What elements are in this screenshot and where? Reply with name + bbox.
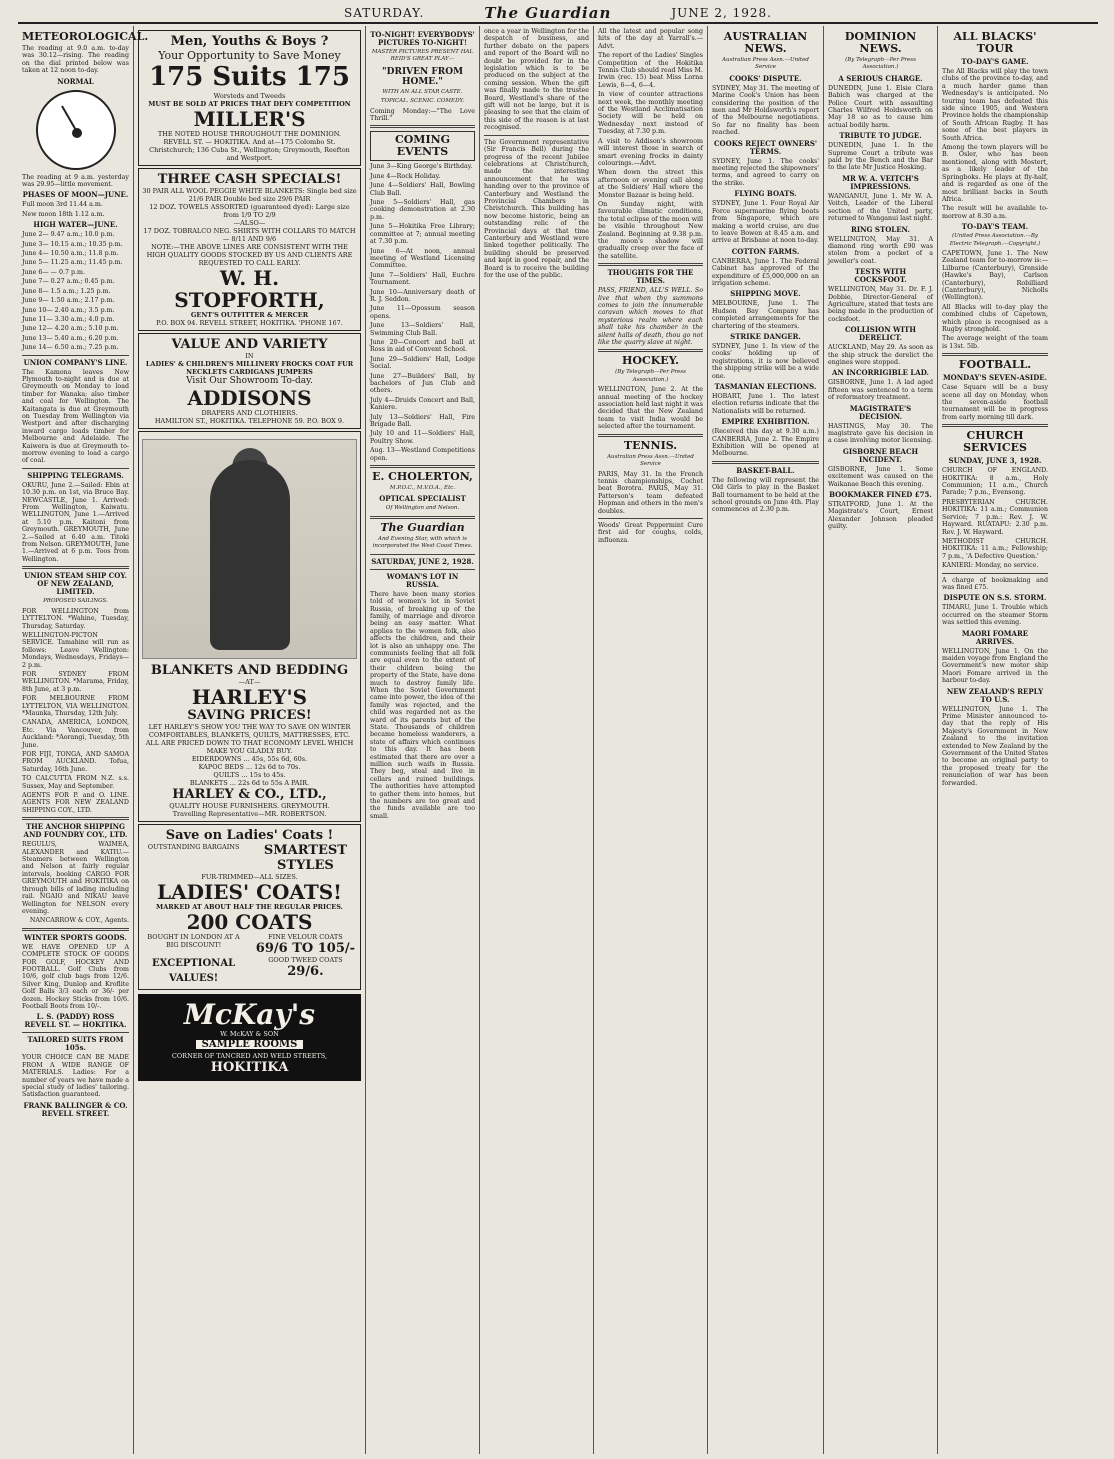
tide-row: June 11— 3.30 a.m.; 4.0 p.m. (22, 315, 115, 323)
tennis-heading: TENNIS. (623, 438, 678, 452)
dominion-news-sub: (By Telegraph—Per Press Association.) (845, 57, 916, 71)
film-monday: Coming Monday:—"The Love Thrill." (370, 107, 475, 123)
editorial-text-2: The Government representative (Sir Francis Bell) during the progress of the recent Jubilee celebrations at Christchurch, made the interesting announcement that he was handing over to the province of Canterbury and Westland the Provincial Chambers in Christchurch. This building has now become historic, being an outstanding relic of the Provincial days at that time Canterbury and Westland were linked together politically. The building should be preserved and kept in good repair, and the Board is to receive the building for the use of the public. (484, 138, 589, 279)
anchor-text: REGULUS, WAIMEA, ALEXANDER and KATIU.—Steamers between Wellington and Nelson at fairly regular intervals, booking CARGO FOR GREYMOUTH and HOKITIKA on through bills of lading including rail. NGAIO and NIKAU leave Wellington for NELSON every evening. (22, 841, 129, 915)
coats-tweed: GOOD TWEED COATS (268, 956, 343, 964)
tide-row: June 7— 0.27 a.m.; 0.45 p.m. (22, 278, 115, 286)
news-text: WANGANUI, June 1. Mr W. A. Veitch, Leader of the Liberal section of the United party, returned to Wanganui last night. (828, 192, 933, 223)
hockey-heading: HOCKEY. (622, 354, 679, 368)
event-item: Aug. 13—Westland Competitions open. (370, 447, 475, 462)
harleys-name: HARLEY'S (191, 685, 308, 709)
tailored-heading: TAILORED SUITS FROM 105s. (27, 1035, 124, 1053)
coats-velour-group (254, 933, 357, 956)
news-heading: MAORI FOMARE ARRIVES. (961, 628, 1029, 646)
news-heading: NEW ZEALAND'S REPLY TO U.S. (946, 686, 1044, 704)
thoughts-heading: THOUGHTS FOR THE TIMES. (607, 268, 694, 286)
divider (370, 554, 475, 555)
harleys-company: HARLEY & CO., LTD., (172, 787, 327, 802)
paper-name: The Guardian (380, 520, 465, 534)
tide-row: June 2— 9.47 a.m.; 10.0 p.m. (22, 231, 115, 239)
ballinger-name: FRANK BALLINGER & CO. REVELL STREET. (23, 1100, 128, 1118)
column-2-ads (134, 26, 366, 1454)
anchor-agent: NANCARROW & COY., Agents. (29, 917, 129, 925)
millers-noted: THE NOTED HOUSE THROUGHOUT THE DOMINION. (157, 130, 342, 138)
stopforth-name: W. H. STOPFORTH, (174, 266, 325, 312)
addisons-trade: DRAPERS AND CLOTHIERS. (201, 409, 298, 417)
figure-body (210, 460, 290, 650)
event-item: July 10 and 11—Soldiers' Hall, Poultry Show. (370, 430, 475, 445)
column-8 (938, 26, 1052, 1454)
addisons-ad (138, 333, 361, 429)
church-item: CHURCH OF ENGLAND. HOKITIKA: 8 a.m., Holy Communion; 11 a.m., Church Parade; 7 p.m., Evensong. (942, 467, 1048, 497)
harleys-at: —AT— (238, 678, 261, 686)
divider (370, 125, 475, 128)
news-heading: COTTON FARMS. (731, 246, 800, 256)
addisons-visit: Visit Our Showroom To-day. (186, 376, 313, 386)
mckays-sample-rooms: SAMPLE ROOMS (196, 1040, 304, 1049)
stopforth-note: NOTE:—THE ABOVE LINES ARE CONSISTENT WITH THE HIGH QUALITY GOODS STOCKED BY US AND CLIENTS ARE REQUESTED TO CALL EARLY. (146, 243, 353, 267)
news-heading: TESTS WITH COCKSFOOT. (854, 267, 907, 285)
shipping-heading: SHIPPING TELEGRAMS. (27, 470, 124, 480)
news-text: SYDNEY, June 1. In view of the cooks' holding up of registrations, it is now believed the shipping strike will be a wide one. (712, 342, 819, 380)
news-heading: BOOKMAKER FINED £75. (829, 490, 932, 500)
local-note: The report of the Ladies' Singles Competition of the Hokitika Tennis Club should read Miss M. Irwin (rec. 15) beat Miss Lorna Lewis, 6—4, 6—4. (598, 52, 703, 89)
choice-text: YOUR CHOICE CAN BE MADE FROM A WIDE RANGE OF MATERIALS. Ladies: For a number of years we have made a special study of ladies' tailoring. Satisfaction guaranteed. (22, 1054, 129, 1099)
film-intro: MASTER PICTURES PRESENT HAL REID'S GREAT PLAY— (371, 49, 474, 63)
event-item: June 20—Concert and ball at Ross in aid of Convent School. (370, 338, 475, 354)
usc-heading: UNION STEAM SHIP COY. OF NEW ZEALAND, LIMITED. (24, 571, 127, 597)
divider (370, 465, 475, 468)
masthead-title: The Guardian (484, 4, 612, 22)
coats-styles: SMARTEST STYLES (263, 843, 347, 873)
mckays-corner: CORNER OF TANCRED AND WELD STREETS, (171, 1052, 328, 1061)
event-item: June 5—Soldiers' Hall, gas cooking demonstration at 2.30 p.m. (370, 199, 475, 221)
stopforth-ad (138, 168, 361, 331)
coats-row-2 (142, 933, 357, 956)
divider (22, 1032, 129, 1033)
news-heading: EMPIRE EXHIBITION. (721, 417, 810, 427)
stopforth-line-2: 12 DOZ. TOWELS ASSORTED (guaranteed dyed): Large size from 1/9 TO 2/9 (149, 203, 350, 219)
news-text: WELLINGTON, June 1. On the maiden voyage from England the Government's new motor ship Maori Fomare arrived in the harbour to-day. (942, 647, 1048, 685)
millers-must: MUST BE SOLD AT PRICES THAT DEFY COMPETITION (148, 100, 351, 108)
news-text: The All Blacks will play the town clubs of the province to-day, and a much harder game than Wednesday's is anticipated. No touring team has defeated this side since 1905, and Western Province holds the championship of South African Rugby. It has some of the best players in South Africa. (942, 68, 1048, 142)
news-text: AUCKLAND, May 29. As soon as the ship struck the derelict the engines were stopped. (828, 344, 933, 366)
moon-new: New moon 18th 1.12 a.m. (22, 210, 105, 218)
harleys-list-item: EIDERDOWNS ... 45s, 55s 6d, 60s. (191, 755, 308, 763)
tide-row: June 6— — 0.7 p.m. (22, 268, 85, 276)
harleys-text: LET HARLEY'S SHOW YOU THE WAY TO SAVE ON WINTER COMFORTABLES, BLANKETS, QUILTS, MATTRESSES, ETC. ALL ARE PRICED DOWN TO THAT ECONOMY LEVEL WHICH MAKE YOU GLADLY BUY. (145, 723, 354, 755)
paper-date: SATURDAY, JUNE 2, 1928. (371, 556, 474, 566)
harleys-list-item: QUILTS ... 15s to 45s. (213, 771, 286, 779)
masthead-date: JUNE 2, 1928. (671, 6, 772, 20)
event-item: July 13—Soldiers' Hall, Fire Brigade Ball. (370, 413, 475, 429)
todays-team-heading: TO-DAY'S TEAM. (961, 222, 1029, 232)
news-text: STRATFORD, June 1. At the Magistrate's Court, Ernest Alexander Johnson pleaded guilty. (828, 501, 933, 531)
news-heading: RING STOLEN. (851, 224, 910, 234)
cholerton-role: OPTICAL SPECIALIST (379, 494, 466, 504)
stopforth-trade: GENT'S OUTFITTER & MERCER (190, 311, 309, 319)
advertising-illustration (142, 439, 357, 659)
news-text: CAPETOWN, June 1. The New Zealand team for to-morrow is:—Lilburne (Canterbury), Grenside (Hawke's Bay), Carlson (Canterbury), Robilliard (Canterbury), Nicholls (Wellington). (942, 249, 1048, 302)
harleys-list-item: KAPOC BEDS ... 12s 6d to 70s. (198, 763, 301, 771)
event-item: June 5—Hokitika Free Library; committee at 7; annual meeting at 7.30 p.m. (370, 223, 475, 246)
millers-address: REVELL ST. — HOKITIKA. And at—175 Colombo St. Christchurch; 136 Cuba St., Wellington; Greymouth, Reefton and Westport. (149, 138, 350, 162)
event-item: July 4—Druids Concert and Ball, Kaniere. (370, 396, 475, 412)
column-6 (708, 26, 824, 1454)
tide-row: June 9— 1.50 a.m.; 2.17 p.m. (22, 297, 115, 305)
addisons-items: LADIES' & CHILDREN'S MILLINERY FROCKS COAT FUR NECKLETS CARDIGANS JUMPERS (145, 360, 354, 376)
moon-full: Full moon 3rd 11.44 a.m. (22, 201, 103, 209)
tide-row: June 13— 5.40 a.m.; 6.20 p.m. (22, 334, 119, 342)
usc-item: FOR SYDNEY FROM WELLINGTON. *Marama, Friday, 8th June, at 3 p.m. (22, 670, 129, 693)
basketball-text: The following will represent the Old Girls to play in the Basket Ball tournament to be held at the school grounds on June 4th. Play commences at 2.30 p.m. (712, 476, 819, 514)
local-note: All the latest and popular song hits of the day at Yarrall's.—Advt. (598, 28, 703, 50)
news-text: DUNEDIN, June 1. In the Supreme Court a tribute was paid by the Bench and the Bar to the late Mr Justice Hosking. (828, 142, 933, 172)
anchor-heading: THE ANCHOR SHIPPING AND FOUNDRY COY., LTD. (23, 822, 128, 840)
mckays-name: W. McKAY & SON (220, 1030, 279, 1038)
news-text: SYDNEY, May 31. The meeting of Marine Cook's Union has been considering the position of the men and Mr Holdsworth's report of the Melbourne negotiations. So far no finality has been reached. (712, 84, 819, 137)
addisons-address: HAMILTON ST., HOKITIKA. TELEPHONE 59. P.O. BOX 9. (154, 417, 345, 425)
divider (370, 516, 475, 519)
woman-heading: WOMAN'S LOT IN RUSSIA. (386, 571, 459, 589)
divider (22, 817, 129, 820)
divider (598, 349, 703, 352)
millers-sub: Your Opportunity to Save Money (158, 49, 341, 62)
news-text: GISBORNE, June 1. Some excitement was caused on the Waikanae Beach this evening. (828, 465, 933, 488)
stopforth-also: —ALSO— (233, 219, 266, 227)
union-heading: UNION COMPANY'S LINE. (23, 357, 128, 367)
local-note: In view of counter attractions next week, the monthly meeting of the Westland Acclimatisation Society will be held on Wednesday next instead of Tuesday, at 7.30 p.m. (598, 91, 703, 136)
barometer-dial (36, 90, 116, 170)
mckays-logo: McKay's (183, 998, 316, 1031)
news-text: TIMARU, June 1. Trouble which occurred on the steamer Storm was settled this evening. (942, 604, 1048, 627)
news-heading: GISBORNE BEACH INCIDENT. (842, 446, 919, 464)
coats-bargains: OUTSTANDING BARGAINS (147, 843, 240, 851)
tide-row: June 10— 2.40 a.m.; 3.5 p.m. (22, 306, 115, 314)
masthead-day: SATURDAY. (344, 6, 425, 20)
hockey-sub: (By Telegraph—Per Press Association.) (615, 369, 686, 383)
event-item: June 4—Soldiers' Hall, Bowling Club Ball. (370, 182, 475, 197)
news-text: A charge of bookmaking and was fined £75. (942, 576, 1048, 591)
divider (598, 263, 703, 266)
event-item: June 7—Soldiers' Hall, Euchre Tournament. (370, 271, 475, 287)
shipping-text: OKURU, June 2.—Sailed: Ebin at 10.30 p.m. on 1st, via Bruce Bay. NEWCASTLE, June 1. Arrived: From Wellington, Kaiwatu. WELLINGTON, June 1.—Arrived at 5.10 p.m. Kaitoni from Greymouth. GREYMOUTH, June 2.—Sailed at 6.40 a.m. Titoki from Nelson. GREYMOUTH, June 1.—Arrived at 6 p.m. Toos from Wellington. (22, 481, 129, 563)
tide-heading: HIGH WATER—JUNE. (33, 220, 118, 230)
harleys-saving: SAVING PRICES! (187, 708, 312, 723)
usc-item: WELLINGTON-PICTON SERVICE. Tamahine will run as follows: Leave Wellington: Mondays, Wednesdays, Fridays—2 p.m. (22, 631, 129, 669)
football-heading: FOOTBALL. (958, 358, 1032, 372)
news-text: The average weight of the team is 13st. 5lb. (942, 335, 1048, 350)
film-title: "DRIVEN FROM HOME." (381, 66, 464, 87)
coats-exceptional: EXCEPTIONAL VALUES! (152, 958, 236, 984)
event-item: June 29—Soldiers' Hall, Lodge Social. (370, 355, 475, 371)
news-text: WELLINGTON, May 31. Dr. F. J. Dobbie, Director-General of Agriculture, stated that tests are being made in the production of cocksfoot. (828, 286, 933, 323)
coats-row-3 (142, 956, 357, 986)
church-item: PRESBYTERIAN CHURCH. HOKITIKA: 11 a.m.; Communion Service; 7 p.m.: Rev. J. W. Hayward. RUATAPU: 2.30 p.m. Rev. J. W. Hayward. (942, 498, 1048, 536)
millers-name: MILLER'S (193, 107, 306, 131)
usc-item: FOR WELLINGTON from LYTTELTON. *Wahine, Tuesday, Thursday, Saturday. (22, 607, 129, 630)
pictures-banner: TO-NIGHT! EVERYBODYS' PICTURES TO-NIGHT! (370, 30, 475, 47)
event-item: June 11—Opossum season opens. (370, 305, 475, 320)
usc-item: CANADA, AMERICA, LONDON, Etc. Via Vancouver, from Auckland: *Aorangi, Tuesday, 5th June. (22, 719, 129, 749)
cholerton-location: Of Wellington and Nelson. (385, 505, 460, 512)
stopforth-address: P.O. BOX 94. REVELL STREET, HOKITIKA. 'PHONE 167. (156, 319, 343, 327)
column-7 (824, 26, 938, 1454)
event-item: June 13—Soldiers' Hall, Swimming Club Ball. (370, 322, 475, 337)
millers-headline: Men, Youths & Boys ? (170, 34, 329, 49)
local-note: When down the street this afternoon or evening call along at the Soldiers' Hall where the Monster Bazaar is being held. (598, 169, 703, 199)
news-text: DUNEDIN, June 1. Elsie Clara Babich was charged at the Police Court with assaulting Charles Wilfred Holdsworth on May 18 so as to cause him actual bodily harm. (828, 84, 933, 129)
news-text: HOBART, June 1. The latest election returns indicate that the Nationalists will be returned. (712, 393, 819, 415)
harleys-ad (138, 431, 361, 822)
football-text: Case Square will be a busy scene all day on Monday, when the seven-aside football tournament will be in progress from early morning till dark. (942, 384, 1048, 421)
coats-ladies: LADIES' COATS! (157, 880, 342, 904)
divider (370, 569, 475, 570)
newspaper-columns (18, 26, 1098, 1454)
coats-velour: FINE VELOUR COATS (268, 933, 343, 941)
divider (942, 573, 1048, 574)
divider (22, 355, 129, 356)
church-item: METHODIST CHURCH. HOKITIKA: 11 a.m.; Fellowship; 7 p.m., 'A Defective Question.' (942, 537, 1048, 560)
news-text: MELBOURNE, June 1. The Hudson Bay Company has completed arrangements for the chartering of the steamers. (712, 300, 819, 330)
cholerton-name: E. CHOLERTON, (372, 470, 473, 484)
ross-name: L. S. (PADDY) ROSS REVELL ST. — HOKITIKA. (24, 1012, 127, 1030)
football-sub: MONDAY'S SEVEN-ASIDE. (942, 373, 1048, 383)
coats-marked: MARKED AT ABOUT HALF THE REGULAR PRICES. (156, 903, 343, 911)
hockey-text: WELLINGTON, June 2. At the annual meeting of the hockey association held last night it was decided that the New Zealand team to visit India would be selected after the tournament. (598, 386, 703, 431)
news-text: CANBERRA, June 1. The Federal Cabinet has approved of the expenditure of £5,000,000 on an irrigation scheme. (712, 257, 819, 287)
meteorological-heading: METEOROLOGICAL. (22, 30, 149, 43)
sports-text: WE HAVE OPENED UP A COMPLETE STOCK OF GOODS FOR GOLF, HOCKEY AND FOOTBALL. Golf Clubs from 10/6, golf club bags from 12/6. Silver King, Dunlop and Kroflite Golf Balls 3/3 each or 36/- per dozen. Hockey Sticks from 10/6. Football Boots from 10/-. (22, 943, 129, 1010)
news-heading: TRIBUTE TO JUDGE. (839, 131, 922, 141)
coats-price-2: 29/6. (287, 964, 324, 979)
news-heading: COOKS REJECT OWNERS' TERMS. (713, 138, 818, 156)
usc-item: FOR FIJI, TONGA, AND SAMOA FROM AUCKLAND. Tofua, Saturday, 16th June. (22, 751, 129, 773)
news-heading: A SERIOUS CHARGE. (838, 73, 923, 83)
footer-ad: Woods' Great Peppermint Cure first aid for coughs, colds, influenza. (598, 521, 703, 544)
news-text: All Blacks will to-day play the combined clubs of Capetown, which place is recognised as a Rugby stronghold. (942, 303, 1048, 333)
local-note: A visit to Addison's showroom will interest those in search of smart evening frocks in dainty colourings.—Advt. (598, 137, 703, 167)
paper-desc: And Evening Star, with which is incorporated the West Coast Times. (372, 535, 473, 550)
addisons-headline: VALUE AND VARIETY (171, 337, 328, 352)
event-item: June 3—King George's Birthday. (370, 163, 473, 171)
news-heading: DISPUTE ON S.S. STORM. (943, 593, 1047, 603)
todays-team-sub: (United Press Association.—By Electric Telegraph.—Copyright.) (949, 233, 1041, 247)
event-item: June 27—Builders' Ball, by bachelors of Jun Club and others. (370, 372, 475, 395)
divider (712, 461, 819, 464)
coats-fur: FUR-TRIMMED—ALL SIZES. (201, 873, 298, 881)
tide-row: June 8— 1.5 a.m.; 1.25 p.m. (22, 287, 111, 295)
addisons-name: ADDISONS (187, 386, 312, 410)
divider (22, 566, 129, 569)
masthead (18, 4, 1098, 24)
news-text: (Received this day at 9.30 a.m.) CANBERRA, June 2. The Empire Exhibition will be opened at Melbourne. (712, 428, 819, 458)
tide-row: June 4— 10.50 a.m.; 11.8 p.m. (22, 250, 119, 258)
stopforth-line-3: 17 DOZ. TOBRALCO NEG. SHIRTS WITH COLLARS TO MATCH— 8/11 AND 9/6 (143, 227, 356, 243)
divider (484, 135, 589, 136)
australian-news-heading: AUSTRALIAN NEWS. (723, 30, 808, 55)
woman-text: There have been many stories told of women's lot in Soviet Russia, of breaking up of the family, of marriage and divorce being an easy matter. What applies to the women folk, also affects the children, and their lot is also an unhappy one. The communists feeling that all folk are equal even to the extent of their children being the property of the State, have done much to destroy family life. When the Soviet Government came into power, the idea of the family was rejected, and the child was regarded not as the ward of its parents but of the State. Thousands of children became homeless wanderers, a state of affairs which continues to this day. It has been estimated that there are over a million such waifs in Russia. They beg, steal and live in cellars and ruined buildings. The authorities have attempted to gather them into homes, but the numbers are too great and the funds available are too small. (370, 590, 475, 820)
harleys-headline: BLANKETS AND BEDDING (150, 663, 349, 678)
tennis-text: PARIS, May 31. In the French tennis championships, Cochet beat Borotra. PARIS, May 31. Patterson's team defeated Hopman and others in the men's doubles. (598, 470, 703, 515)
millers-ad (138, 30, 361, 166)
news-text: SYDNEY, June 1. The cooks' meeting rejected the shipowners' terms, and agreed to carry on the strike. (712, 157, 819, 187)
news-heading: MR W. A. VEITCH'S IMPRESSIONS. (842, 173, 919, 191)
event-item: June 6—At noon, annual meeting of Westland Licensing Committee. (370, 247, 475, 270)
news-text: GISBORNE, June 1. A lad aged fifteen was sentenced to a term of reformatory treatment. (828, 379, 933, 402)
addisons-in: IN (245, 352, 254, 360)
news-text: SYDNEY, June 1. Four Royal Air Force supermarine flying boats from Singapore, which are making a world cruise, are due to leave Bowen at 8.45 a.m. and arrive at Brisbane at noon to-day. (712, 200, 819, 245)
film-types: TOPICAL. SCENIC. COMEDY. (380, 98, 465, 105)
church-item: KANIERI: Monday, no service. (942, 562, 1039, 570)
local-note: On Sunday night, with favourable climatic conditions, the total eclipse of the moon will be visible throughout New Zealand. Beginning at 9.38 p.m. the moon's shadow will gradually creep over the face of the satellite. (598, 200, 703, 260)
tide-row: June 12— 4.20 a.m.; 5.10 p.m. (22, 325, 119, 333)
coats-row-1 (142, 843, 357, 873)
news-text: WELLINGTON, June 1. The Prime Minister announced to-day that the reply of His Majesty's Government in New Zealand to the invitation extended to New Zealand by the Government of the United States to become an original party to the proposed treaty for the renunciation of war has been forwarded. (942, 705, 1048, 787)
harleys-rep: Travelling Representative—MR. ROBERTSON. (172, 810, 327, 818)
coats-headline: Save on Ladies' Coats ! (165, 828, 334, 843)
events-heading: COMING EVENTS (370, 131, 475, 161)
tide-row: June 3— 10.15 a.m.; 10.35 p.m. (22, 240, 123, 248)
column-1 (18, 26, 149, 1454)
news-text: Among the town players will be B. Osler, who has been mentioned, along with Mostert, as a likely leader of the Springboks. He plays at fly-half, and is regarded as one of the most brilliant backs in South Africa. (942, 144, 1048, 203)
tide-list (22, 231, 129, 351)
harleys-company-sub: QUALITY HOUSE FURNISHERS. GREYMOUTH. (169, 802, 330, 810)
column-5 (594, 26, 708, 1454)
news-heading: COLLISION WITH DERELICT. (844, 325, 916, 343)
dominion-news-heading: DOMINION NEWS. (844, 30, 917, 55)
coats-200: 200 COATS (186, 910, 313, 934)
editorial-text-1: once a year in Wellington for the despatch of business, and further debate on the papers and report of the Board will no doubt be provided for in the legislation which is to be produced on the subject at the coming session. When the gift was finally made to the trustee Board, Westland's share of the gift will not be large, but it is pleasing to see that the claim of this side of the reason is at last recognised. (484, 28, 589, 132)
union-text: The Kamona leaves New Plymouth to-night and is due at Greymouth on Monday to load timber for Wanaka; also timber and coal for Wellington. The Kaitangata is due at Greymouth on Tuesday from Wellington via Westport and after discharging inward cargo loads timber for Melbourne and Adelaide. The Kaiwera is due at Greymouth to-morrow evening to load a cargo of coal. (22, 368, 129, 465)
usc-sub: PROPOSED SAILINGS. (43, 598, 108, 605)
divider (22, 468, 129, 469)
church-date: SUNDAY, JUNE 3, 1928. (948, 456, 1042, 466)
divider (598, 518, 703, 519)
sports-heading: WINTER SPORTS GOODS. (24, 932, 127, 942)
news-text: WELLINGTON, May 31. A diamond ring worth £90 was stolen from a pocket of a jeweller's coat. (828, 235, 933, 265)
church-heading: CHURCH SERVICES (963, 429, 1027, 455)
divider (598, 434, 703, 437)
harleys-list-item: BLANKETS ... 22s 6d to 55s A PAIR. (189, 779, 310, 787)
news-heading: AN INCORRIGIBLE LAD. (832, 368, 929, 378)
column-4 (480, 26, 594, 1454)
column-3 (366, 26, 480, 1454)
news-heading: FLYING BOATS. (734, 189, 797, 199)
mckays-ad (138, 994, 361, 1081)
news-heading: SHIPPING MOVE. (730, 289, 801, 299)
coats-price-1: 69/6 TO 105/- (255, 941, 356, 956)
usc-item: AGENTS FOR P. and O. LINE. AGENTS FOR NEW ZEALAND SHIPPING COY., LTD. (22, 792, 129, 814)
met-text-2: The reading at 9 a.m. yesterday was 29.95—little movement. (22, 173, 129, 189)
gauge-label: NORMAL (57, 76, 94, 86)
divider (22, 928, 129, 931)
todays-game-heading: TO-DAY'S GAME. (961, 57, 1029, 66)
coats-tweed-group (254, 956, 357, 986)
film-cast: WITH AN ALL STAR CASTE. (382, 88, 463, 95)
tide-row: June 14— 6.50 a.m.; 7.25 p.m. (22, 344, 119, 352)
news-heading: STRIKE DANGER. (730, 331, 801, 341)
divider (942, 424, 1048, 427)
coats-bought: BOUGHT IN LONDON AT A BIG DISCOUNT! (147, 933, 240, 949)
australian-news-sub: Australian Press Assn.—United Service (722, 57, 809, 71)
stopforth-headline: THREE CASH SPECIALS! (157, 172, 342, 187)
barometer-hub (72, 128, 82, 138)
usc-item: TO CALCUTTA FROM N.Z. s.s. Sussex, May and September. (22, 775, 129, 790)
met-text: The reading at 9.0 a.m. to-day was 30.12—rising. The reading on the dial printed below was taken at 12 noon to-day. (22, 45, 129, 75)
usc-item: FOR MELBOURNE FROM LYTTELTON, VIA WELLINGTON. *Maunka, Thursday, 12th July. (22, 695, 129, 717)
millers-worsted: Worsteds and Tweeds (213, 92, 286, 100)
news-text: The result will be available to-morrow at 8.30 a.m. (942, 205, 1048, 220)
news-heading: MAGISTRATE'S DECISION. (849, 403, 912, 421)
all-blacks-heading: ALL BLACKS' TOUR (953, 30, 1037, 55)
cholerton-quals: M.P.O.C., M.V.O.A., Etc. (389, 485, 456, 492)
moon-heading: PHASES OF MOON—JUNE. (22, 190, 129, 200)
tide-row: June 5— 11.25 a.m.; 11.45 p.m. (22, 259, 123, 267)
tennis-sub: Australian Press Assn.—United Service (607, 453, 694, 468)
event-item: June 4—Rock Holiday. (370, 172, 441, 180)
mckays-town: HOKITIKA (210, 1060, 289, 1076)
poem-text: PASS, FRIEND, ALL'S WELL. So live that when thy summons comes to join the innumerable caravan which moves to that mysterious realm where each shall take his chamber in the silent halls of death, thou go not like the quarry slave at night. (598, 287, 703, 347)
ladies-coats-ad (138, 824, 361, 990)
news-heading: TASMANIAN ELECTIONS. (714, 382, 817, 391)
news-heading: COOKS' DISPUTE. (729, 73, 802, 83)
event-item: June 10—Anniversary death of R. J. Seddon. (370, 288, 475, 303)
news-text: HASTINGS, May 30. The magistrate gave his decision in a case involving motor licensing. (828, 422, 933, 445)
basketball-heading: BASKET-BALL. (736, 465, 795, 475)
millers-suits: 175 Suits 175 (149, 62, 350, 92)
stopforth-line-1: 30 PAIR ALL WOOL PEGGIE WHITE BLANKETS: Single bed size 21/6 PAIR Double bed size 29/6 PAIR (142, 187, 357, 203)
divider (942, 353, 1048, 356)
